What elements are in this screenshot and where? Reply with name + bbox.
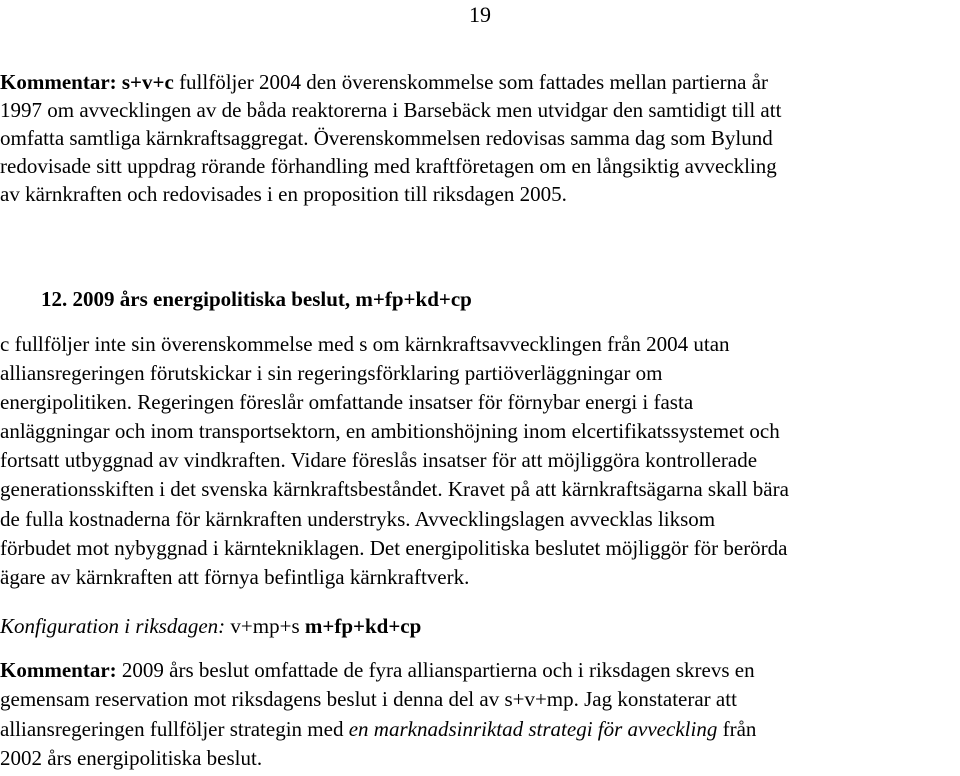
comment-line-1 xyxy=(0,68,960,96)
comment2-line-3-end: från xyxy=(717,716,757,741)
comment-line-4: redovisade sitt uppdrag rörande förhandling med kraftföretagen om en långsiktig avveckling xyxy=(0,154,777,178)
configuration-line xyxy=(0,612,960,641)
body-line: fortsatt utbyggnad av vindkraften. Vidare föreslås insatser för att möjliggöra kontrollerade xyxy=(0,448,758,473)
comment2-line-1-text: 2009 års beslut omfattade de fyra allianspartierna och i riksdagen skrevs en xyxy=(116,658,755,682)
configuration-majority: m+fp+kd+cp xyxy=(304,614,422,638)
comment-paragraph-2 xyxy=(0,656,960,773)
comment-line-5: av kärnkraften och redovisades i en proposition till riksdagen 2005. xyxy=(0,182,567,206)
body-line: anläggningar och inom transportsektorn, en ambitionshöjning inom elcertifikatssystemet och xyxy=(0,419,780,444)
body-line: generationsskiften i det svenska kärnkraftsbeståndet. Kravet på att kärnkraftsägarna skall bära xyxy=(0,477,789,502)
comment-line-2: 1997 om avvecklingen av de båda reaktorerna i Barsebäck men utvidgar den samtidigt till att xyxy=(0,98,782,122)
comment-paragraph-1 xyxy=(0,68,960,208)
comment-line-1-text: fullföljer 2004 den överenskommelse som fattades mellan partierna år xyxy=(173,70,769,94)
section-heading: 12. 2009 års energipolitiska beslut, m+fp+kd+cp xyxy=(41,287,472,311)
comment2-line-3 xyxy=(0,715,960,744)
comment2-line-2: gemensam reservation mot riksdagens beslut i denna del av s+v+mp. Jag konstaterar att xyxy=(0,687,737,712)
section-body xyxy=(0,330,960,592)
comment-parties: : s+v+c xyxy=(109,70,174,94)
body-line: de fulla kostnaderna för kärnkraften understryks. Avvecklingslagen avvecklas liksom xyxy=(0,506,716,531)
configuration-opposition: v+mp+s xyxy=(225,614,300,638)
page-number: 19 xyxy=(469,2,491,27)
comment-label: Kommentar xyxy=(0,70,110,94)
comment-line-3: omfatta samtliga kärnkraftsaggregat. Överenskommelsen redovisas samma dag som Bylund xyxy=(0,126,773,150)
configuration-label: Konfiguration i riksdagen: xyxy=(0,614,226,638)
body-line: alliansregeringen förutskickar i sin regeringsförklaring partiöverläggningar om xyxy=(0,361,663,386)
comment2-line-3-text: alliansregeringen fullföljer strategin med xyxy=(0,716,349,741)
body-line: c fullföljer inte sin överenskommelse med s om kärnkraftsavvecklingen från 2004 utan xyxy=(0,332,730,356)
body-line: förbudet mot nybyggnad i kärntekniklagen. Det energipolitiska beslutet möjliggör för berörda xyxy=(0,535,788,560)
body-line: ägare av kärnkraften att förnya befintliga kärnkraftverk. xyxy=(0,564,470,589)
comment2-line-1 xyxy=(0,656,960,685)
comment2-italic-quote: en marknadsinriktad strategi för avveckling xyxy=(348,716,718,741)
comment2-line-4: 2002 års energipolitiska beslut. xyxy=(0,745,263,770)
comment2-label: Kommentar: xyxy=(0,658,117,682)
body-line: energipolitiken. Regeringen föreslår omfattande insatser för förnybar energi i fasta xyxy=(0,390,694,415)
